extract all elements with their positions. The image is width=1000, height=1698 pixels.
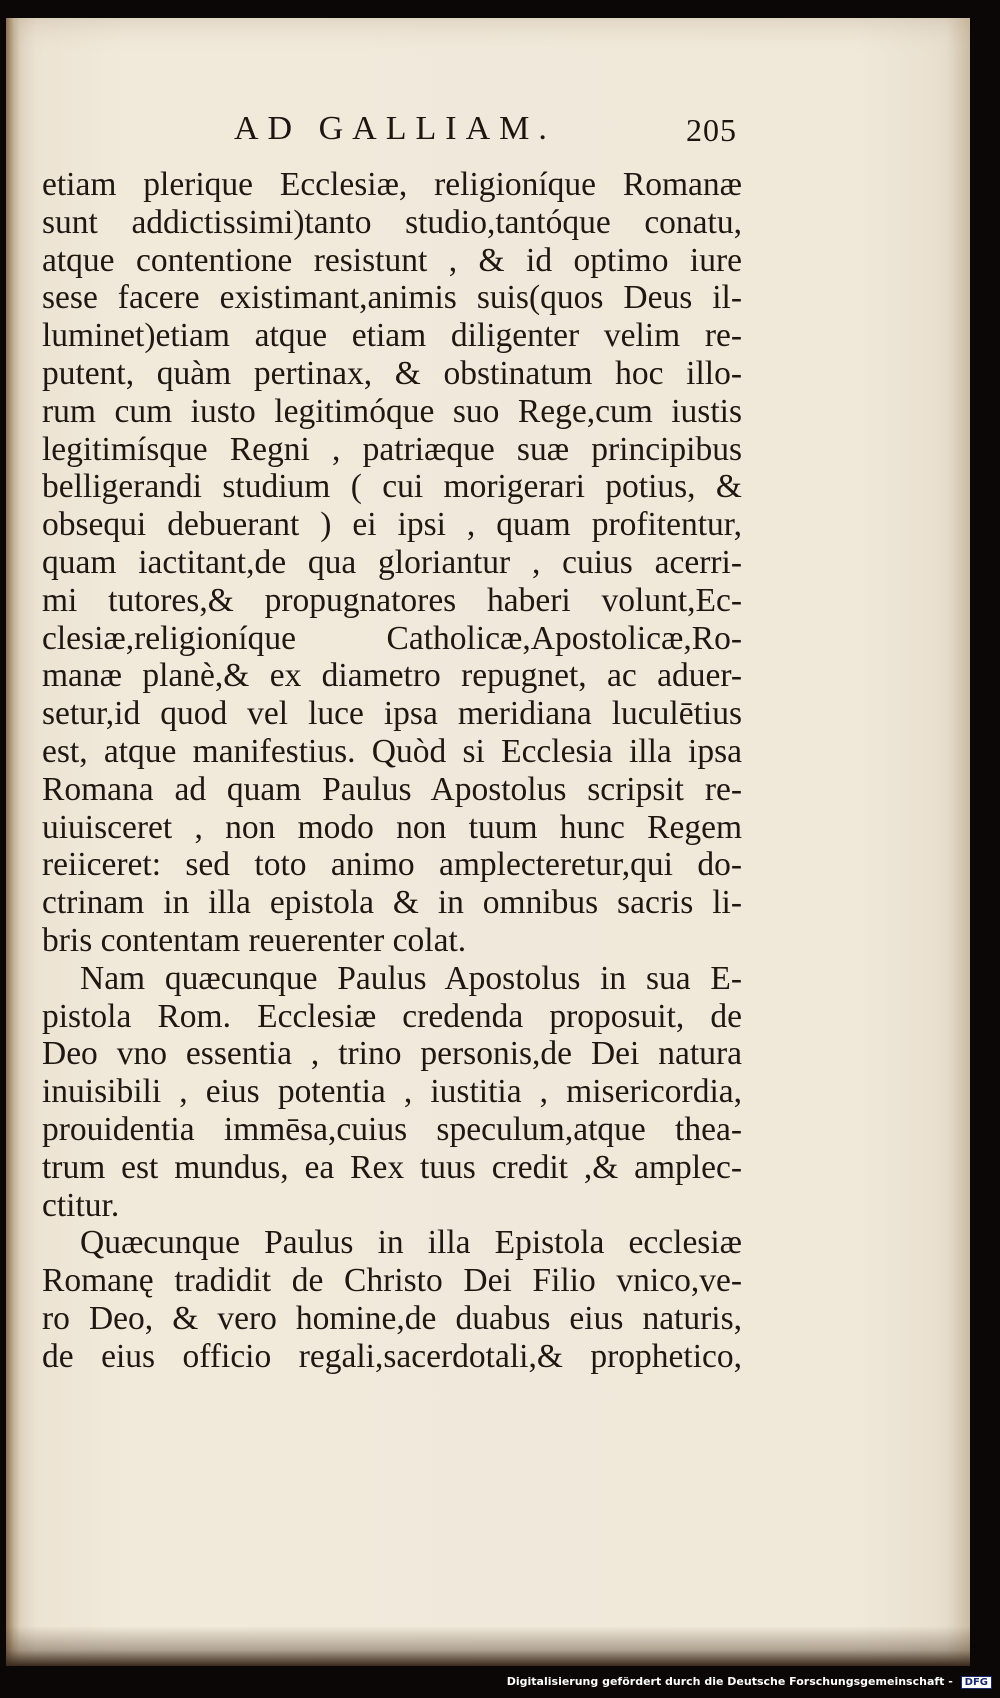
text-line: est, atque manifestius. Quòd si Ecclesia illa ipsa (42, 732, 742, 770)
text-line: ctrinam in illa epistola & in omnibus sacris li- (42, 884, 742, 922)
credit-text: Digitalisierung gefördert durch die Deutsche Forschungsgemeinschaft - (506, 1675, 953, 1688)
text-line: rum cum iusto legitimóque suo Rege,cum iustis (42, 392, 742, 430)
text-line: Quæcunque Paulus in illa Epistola ecclesiæ (80, 1224, 742, 1262)
page-bottom-shadow (6, 1626, 970, 1666)
text-line: bris contentam reuerenter colat. (42, 921, 467, 959)
text-line: mi tutores,& propugnatores haberi volunt,Ec- (42, 581, 742, 619)
book-page (6, 18, 970, 1666)
running-head (6, 110, 970, 160)
page-number: 205 (686, 112, 737, 148)
dfg-logo: DFG (961, 1676, 992, 1689)
digitization-credit (507, 1675, 992, 1689)
body-text (42, 166, 742, 1376)
text-line: atque contentione resistunt , & id optimo iure (42, 241, 742, 279)
text-line: luminet)etiam atque etiam diligenter velim re- (42, 317, 742, 355)
text-line: legitimísque Regni , patriæque suæ principibus (42, 430, 742, 468)
page-gutter-shadow (6, 18, 20, 1666)
text-line: obsequi debuerant ) ei ipsi , quam profitentur, (42, 506, 742, 544)
text-line: Romana ad quam Paulus Apostolus scripsit re- (42, 770, 742, 808)
text-line: etiam plerique Ecclesiæ, religioníque Romanæ (42, 166, 742, 203)
text-line: Deo vno essentia , trino personis,de Dei natura (42, 1035, 742, 1073)
running-title: AD GALLIAM. (234, 110, 556, 147)
text-line: ro Deo, & vero homine,de duabus eius naturis, (42, 1299, 742, 1337)
text-line: pistola Rom. Ecclesiæ credenda proposuit, de (42, 997, 742, 1035)
text-line: Romanę tradidit de Christo Dei Filio vnico,ve- (42, 1262, 742, 1300)
text-line: sunt addictissimi)tanto studio,tantóque conatu, (42, 203, 742, 241)
text-line: setur,id quod vel luce ipsa meridiana luculētius (42, 695, 742, 733)
text-line: inuisibili , eius potentia , iustitia , misericordia, (42, 1073, 742, 1111)
text-line: trum est mundus, ea Rex tuus credit ,& amplec- (42, 1148, 742, 1186)
text-line: prouidentia immēsa,cuius speculum,atque thea- (42, 1110, 742, 1148)
text-line: Nam quæcunque Paulus Apostolus in sua E- (80, 959, 742, 997)
text-line: uiuisceret , non modo non tuum hunc Regem (42, 808, 742, 846)
text-line: putent, quàm pertinax, & obstinatum hoc illo- (42, 354, 742, 392)
text-line: clesiæ,religioníque Catholicæ,Apostolicæ,Ro- (42, 619, 742, 657)
text-line: de eius officio regali,sacerdotali,& prophetico, (42, 1337, 742, 1375)
text-line: ctitur. (42, 1186, 120, 1224)
text-line: manæ planè,& ex diametro repugnet, ac aduer- (42, 657, 742, 695)
text-line: quam iactitant,de qua gloriantur , cuius acerri- (42, 543, 742, 581)
text-line: belligerandi studium ( cui morigerari potius, & (42, 468, 742, 506)
text-line: reiiceret: sed toto animo amplecteretur,qui do- (42, 846, 742, 884)
text-line: sese facere existimant,animis suis(quos Deus il- (42, 279, 742, 317)
